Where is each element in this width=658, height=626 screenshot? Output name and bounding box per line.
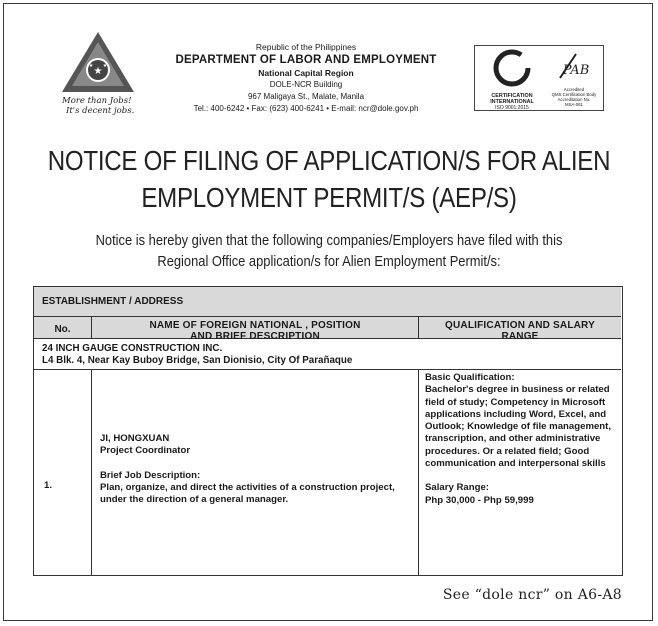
aep-table xyxy=(33,286,623,576)
motto: More than Jobs! It's decent jobs. xyxy=(62,96,135,116)
address-line: 967 Maligaya St., Malate, Manila xyxy=(247,92,365,101)
department-name: DEPARTMENT OF LABOR AND EMPLOYMENT xyxy=(175,54,437,66)
column-header-name: NAME OF FOREIGN NATIONAL , POSITION AND BRIEF DESCRIPTION xyxy=(92,317,419,339)
row-number: 1. xyxy=(34,370,92,575)
salary-label: Salary Range: xyxy=(425,482,489,494)
qualification-text: Bachelor's degree in business or related field of study; Competency in Microsoft applications including Word, Excel, and Outlook; Knowledge of file management, transcription, and other administrative procedures. Or a related field; Good communication and interpersonal skills xyxy=(425,384,612,470)
svg-text:★: ★ xyxy=(93,66,103,77)
building-name: DOLE-NCR Building xyxy=(269,80,343,89)
company-row xyxy=(34,340,621,370)
iso-certification: CERTIFICATION INTERNATIONAL ISO 9001:2015 xyxy=(479,48,545,111)
salary-range: Php 30,000 - Php 59,999 xyxy=(425,494,534,506)
qualification-cell xyxy=(419,370,621,575)
page-title: NOTICE OF FILING OF APPLICATION/S FOR ALIEN EMPLOYMENT PERMIT/S (AEP/S) xyxy=(47,145,611,213)
notice-text: Notice is hereby given that the following companies/Employers have filed with this Regional Office application/s for Alien Employment Permit/s: xyxy=(95,232,563,270)
continuation-note: See “dole ncr” on A6-A8 xyxy=(442,587,622,603)
brief-description: Plan, organize, and direct the activities of a construction project, under the direction of a general manager. xyxy=(100,481,395,506)
brief-description-label: Brief Job Description: xyxy=(100,469,201,481)
foreign-national-cell xyxy=(92,370,419,575)
svg-text:★: ★ xyxy=(88,63,94,69)
certification-ring-icon xyxy=(492,48,532,88)
company-address: L4 Blk. 4, Near Kay Buboy Bridge, San Dionisio, City Of Parañaque xyxy=(42,355,353,366)
foreign-national-name: JI, HONGXUAN xyxy=(100,433,170,444)
column-header-no: No. xyxy=(34,317,92,339)
position: Project Coordinator xyxy=(100,445,191,457)
republic-label: Republic of the Philippines xyxy=(255,42,357,52)
agency-header xyxy=(150,42,462,115)
qualification-label: Basic Qualification: xyxy=(425,372,515,383)
certification-box xyxy=(474,45,604,111)
establishment-header: ESTABLISHMENT / ADDRESS xyxy=(34,287,621,317)
region-name: National Capital Region xyxy=(258,68,354,78)
pab-accreditation: PAB Accredited QMS Certification Body Accreditation No. MSA-061 xyxy=(545,50,603,107)
svg-text:PAB: PAB xyxy=(562,63,590,78)
pab-logo-icon xyxy=(554,50,594,82)
contact-line: Tel.: 400-6242 • Fax: (623) 400-6241 • E-mail: ncr@dole.gov.ph xyxy=(193,104,419,113)
svg-text:★: ★ xyxy=(102,63,108,69)
column-header-qualification: QUALIFICATION AND SALARY RANGE xyxy=(419,317,621,339)
company-name: 24 INCH GAUGE CONSTRUCTION INC. xyxy=(42,343,223,354)
